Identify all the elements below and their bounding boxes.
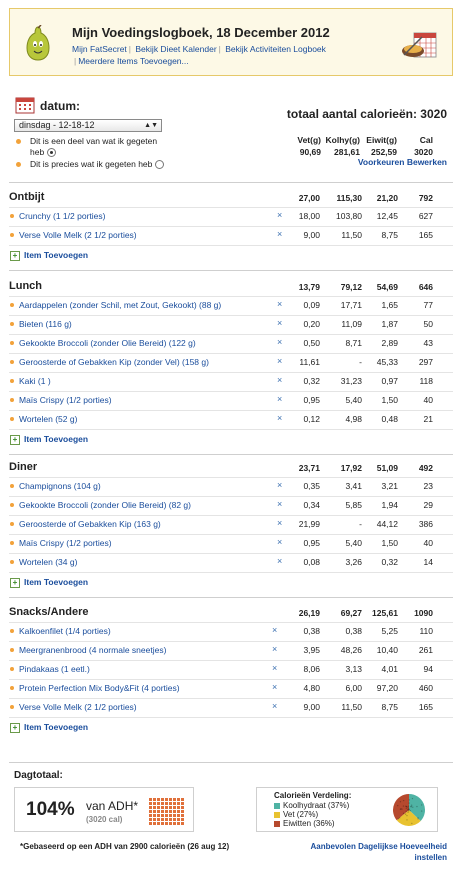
row-divider xyxy=(9,641,453,642)
pie-texture xyxy=(400,801,401,802)
row-divider xyxy=(9,496,453,497)
food-item-link[interactable]: Wortelen (52 g) xyxy=(19,414,78,424)
nutrient-value: 9,00 xyxy=(303,230,320,240)
total-cal: 3020 xyxy=(414,147,433,157)
remove-item-icon[interactable]: × xyxy=(277,480,283,490)
nutrient-value: 3,26 xyxy=(345,557,362,567)
calorie-distribution-pie xyxy=(392,793,426,827)
food-item-link[interactable]: Champignons (104 g) xyxy=(19,481,101,491)
nutrient-value: 0,32 xyxy=(381,557,398,567)
pie-texture xyxy=(411,823,412,824)
food-item-link[interactable]: Maïs Crispy (1/2 porties) xyxy=(19,395,112,405)
nutrient-value: 5,25 xyxy=(381,626,398,636)
link-meerdere-items[interactable]: Meerdere Items Toevoegen... xyxy=(78,56,189,66)
pie-texture xyxy=(405,811,406,812)
nutrient-value: 0,50 xyxy=(303,338,320,348)
option-partial xyxy=(30,136,157,158)
row-divider xyxy=(9,245,453,246)
date-label: datum: xyxy=(40,99,80,113)
pie-texture xyxy=(408,802,409,803)
bullet-icon xyxy=(10,686,14,690)
radio-partial[interactable] xyxy=(47,148,56,157)
legend-label: Vet (27%) xyxy=(283,810,319,819)
nutrient-value: 97,20 xyxy=(376,683,398,693)
add-item-button[interactable] xyxy=(10,722,88,733)
pie-texture xyxy=(407,812,408,813)
bullet-icon xyxy=(10,417,14,421)
remove-item-icon[interactable]: × xyxy=(277,356,283,366)
pie-texture xyxy=(398,818,399,819)
nutrient-value: 165 xyxy=(418,230,433,240)
bullet-icon xyxy=(10,214,14,218)
bullet-icon xyxy=(10,360,14,364)
plus-icon: + xyxy=(10,251,20,261)
bullet-icon xyxy=(10,560,14,564)
nutrient-value: 103,80 xyxy=(336,211,362,221)
row-divider xyxy=(9,717,453,718)
pie-texture xyxy=(408,806,409,807)
option-exact xyxy=(30,159,164,170)
bullet-icon xyxy=(10,303,14,307)
pie-texture xyxy=(410,806,411,807)
meal-title: Snacks/Andere xyxy=(9,606,89,618)
remove-item-icon[interactable]: × xyxy=(277,413,283,423)
remove-item-icon[interactable]: × xyxy=(277,394,283,404)
nutrient-value: 0,38 xyxy=(345,626,362,636)
bullet-icon xyxy=(10,648,14,652)
row-divider xyxy=(9,372,453,373)
bullet-icon xyxy=(10,541,14,545)
row-divider xyxy=(9,622,453,623)
header-links: Mijn FatSecret | Bekijk Dieet Kalender | Bekijk Activiteiten Logboek | Meerdere Items Toevoegen... xyxy=(72,44,326,66)
page-title: Mijn Voedingslogboek, 18 December 2012 xyxy=(72,25,330,40)
pie-texture xyxy=(406,806,407,807)
legend-swatch xyxy=(274,803,280,809)
divider xyxy=(9,597,453,598)
row-divider xyxy=(9,207,453,208)
bullet-icon xyxy=(10,233,14,237)
nutrient-value: 118 xyxy=(419,376,433,386)
food-item-link[interactable]: Meergranenbrood (4 normale sneetjes) xyxy=(19,645,167,655)
nutrient-value: 11,50 xyxy=(341,702,362,712)
bullet-icon xyxy=(10,629,14,633)
legend-swatch xyxy=(274,821,280,827)
row-divider xyxy=(9,410,453,411)
food-item-link[interactable]: Bieten (116 g) xyxy=(19,319,72,329)
total-calories: totaal aantal calorieën: 3020 xyxy=(286,107,447,121)
add-item-label: Item Toevoegen xyxy=(24,577,89,587)
food-calendar-icon xyxy=(400,25,438,63)
nutrient-value: 43 xyxy=(423,338,433,348)
remove-item-icon[interactable]: × xyxy=(272,625,278,635)
header-kolhy: Kolhy(g) xyxy=(325,135,360,145)
nutrient-value: 0,20 xyxy=(303,319,320,329)
food-item-link[interactable]: Verse Volle Melk (2 1/2 porties) xyxy=(19,230,137,240)
nutrient-value: 1,50 xyxy=(381,395,398,405)
bullet-icon xyxy=(10,503,14,507)
bullet-icon xyxy=(10,522,14,526)
remove-item-icon[interactable]: × xyxy=(277,299,283,309)
pie-texture xyxy=(397,805,398,806)
meal-total-value: 21,20 xyxy=(376,193,398,203)
nutrient-value: 4,01 xyxy=(381,664,398,674)
meal-total-value: 17,92 xyxy=(340,463,362,473)
add-item-button[interactable] xyxy=(10,577,88,588)
meal-total-value: 79,12 xyxy=(340,282,362,292)
meal-total-value: 27,00 xyxy=(298,193,320,203)
pie-texture xyxy=(408,810,409,811)
nutrient-value: 0,12 xyxy=(303,414,320,424)
nutrient-value: 94 xyxy=(423,664,433,674)
row-divider xyxy=(9,660,453,661)
daily-total-title: Dagtotaal: xyxy=(14,770,63,781)
meal-title: Lunch xyxy=(9,280,42,292)
row-divider xyxy=(9,553,453,554)
food-item-link[interactable]: Protein Perfection Mix Body&Fit (4 porties) xyxy=(19,683,180,693)
remove-item-icon[interactable]: × xyxy=(272,663,278,673)
add-item-button[interactable] xyxy=(10,434,88,445)
divider xyxy=(9,182,453,183)
adh-progress-grid-icon xyxy=(148,797,184,825)
option-exact-label: Dit is precies wat ik gegeten heb xyxy=(30,159,153,169)
nutrient-value: 40 xyxy=(423,395,433,405)
plus-icon: + xyxy=(10,723,20,733)
pie-texture xyxy=(417,818,418,819)
nutrient-value: 31,23 xyxy=(340,376,362,386)
pear-logo-icon xyxy=(24,25,52,61)
bullet-icon xyxy=(16,139,21,144)
pie-texture xyxy=(421,804,422,805)
nutrient-value: 0,95 xyxy=(303,538,320,548)
set-adh-link[interactable]: Aanbevolen Dagelijkse Hoeveelheid instellen xyxy=(310,842,447,862)
bullet-icon xyxy=(10,379,14,383)
pie-texture xyxy=(406,815,407,816)
nutrient-value: 11,50 xyxy=(341,230,362,240)
add-item-button[interactable] xyxy=(10,250,88,261)
nutrient-value: 8,75 xyxy=(381,230,398,240)
nutrient-value: 261 xyxy=(418,645,433,655)
pie-texture xyxy=(403,800,404,801)
nutrient-value: 0,35 xyxy=(303,481,320,491)
nutrient-value: 3,21 xyxy=(381,481,398,491)
food-item-link[interactable]: Crunchy (1 1/2 porties) xyxy=(19,211,106,221)
edit-preferences-link[interactable]: Voorkeuren Bewerken xyxy=(357,157,447,167)
nutrient-value: 0,95 xyxy=(303,395,320,405)
van-adh-label: van ADH* xyxy=(86,799,139,813)
food-item-link[interactable]: Pindakaas (1 eetl.) xyxy=(19,664,90,674)
nutrient-value: 386 xyxy=(418,519,433,529)
legend-label: Koolhydraat (37%) xyxy=(283,801,350,810)
nutrient-value: 0,97 xyxy=(381,376,398,386)
pie-texture xyxy=(412,798,413,799)
nutrient-value: 6,00 xyxy=(345,683,362,693)
select-arrows-icon: ▲▼ xyxy=(144,122,158,129)
nutrient-value: 45,33 xyxy=(376,357,398,367)
pie-texture xyxy=(400,808,401,809)
food-item-link[interactable]: Gekookte Broccoli (zonder Olie Bereid) (82 g) xyxy=(19,500,191,510)
pie-texture xyxy=(407,807,408,808)
nutrient-value: 165 xyxy=(418,702,433,712)
legend-carbs xyxy=(274,801,349,810)
link-activiteiten-logboek[interactable]: Bekijk Activiteiten Logboek xyxy=(225,44,326,54)
nutrient-value: 3,13 xyxy=(345,664,362,674)
nutrient-value: 29 xyxy=(423,500,433,510)
food-item-link[interactable]: Geroosterde of Gebakken Kip (163 g) xyxy=(19,519,161,529)
adh-footnote: *Gebaseerd op een ADH van 2900 calorieën (26 aug 12) xyxy=(20,842,230,851)
nutrient-value: 44,12 xyxy=(376,519,398,529)
divider xyxy=(9,454,453,455)
legend-fat xyxy=(274,810,318,819)
meal-title: Diner xyxy=(9,461,38,473)
pie-texture xyxy=(421,810,422,811)
food-item-link[interactable]: Gekookte Broccoli (zonder Olie Bereid) (122 g) xyxy=(19,338,196,348)
food-item-link[interactable]: Verse Volle Melk (2 1/2 porties) xyxy=(19,702,137,712)
meal-total-value: 54,69 xyxy=(376,282,398,292)
header-vet: Vet(g) xyxy=(297,135,321,145)
pie-texture xyxy=(403,813,404,814)
calendar-icon[interactable] xyxy=(15,96,35,114)
add-item-label: Item Toevoegen xyxy=(24,434,89,444)
food-item-link[interactable]: Geroosterde of Gebakken Kip (zonder Vel) (158 g) xyxy=(19,357,209,367)
option-partial-label-2: heb xyxy=(30,147,45,157)
nutrient-value: 21,99 xyxy=(298,519,320,529)
nutrient-value: 0,32 xyxy=(303,376,320,386)
nutrient-value: 11,61 xyxy=(299,357,320,367)
nutrient-value: 0,48 xyxy=(381,414,398,424)
meal-total-value: 646 xyxy=(418,282,433,292)
adh-percent: 104% xyxy=(26,799,75,820)
row-divider xyxy=(9,572,453,573)
remove-item-icon[interactable]: × xyxy=(277,499,283,509)
nutrient-value: 14 xyxy=(423,557,433,567)
header-eiwit: Eiwit(g) xyxy=(366,135,397,145)
remove-item-icon[interactable]: × xyxy=(272,682,278,692)
nutrient-value: 77 xyxy=(423,300,433,310)
meal-total-value: 1090 xyxy=(414,608,433,618)
date-select[interactable] xyxy=(14,119,162,132)
row-divider xyxy=(9,429,453,430)
nutrient-value: 1,87 xyxy=(381,319,398,329)
bullet-icon xyxy=(10,341,14,345)
bullet-icon xyxy=(10,484,14,488)
remove-item-icon[interactable]: × xyxy=(277,375,283,385)
nutrient-value: 0,08 xyxy=(303,557,320,567)
food-item-link[interactable]: Wortelen (34 g) xyxy=(19,557,78,567)
row-divider xyxy=(9,334,453,335)
pie-texture xyxy=(411,805,412,806)
adh-calories: (3020 cal) xyxy=(86,815,123,824)
option-partial-label: Dit is een deel van wat ik gegeten xyxy=(30,136,158,146)
divider xyxy=(9,270,453,271)
distribution-title: Calorieën Verdeling: xyxy=(274,791,352,800)
total-eiwit: 252,59 xyxy=(371,147,397,157)
nutrient-value: 8,75 xyxy=(381,702,398,712)
pie-texture xyxy=(410,810,411,811)
date-select-value: dinsdag - 12-18-12 xyxy=(19,120,95,130)
link-dieet-kalender[interactable]: Bekijk Dieet Kalender xyxy=(135,44,217,54)
nutrient-value: 9,00 xyxy=(303,702,320,712)
remove-item-icon[interactable]: × xyxy=(277,210,283,220)
meal-total-value: 125,61 xyxy=(372,608,398,618)
nutrient-value: 1,50 xyxy=(381,538,398,548)
legend-swatch xyxy=(274,812,280,818)
meal-total-value: 13,79 xyxy=(298,282,320,292)
bullet-icon xyxy=(10,322,14,326)
row-divider xyxy=(9,391,453,392)
pie-texture xyxy=(412,807,413,808)
nutrient-value: 2,89 xyxy=(381,338,398,348)
nutrient-value: 0,38 xyxy=(303,626,320,636)
nutrient-value: 50 xyxy=(423,319,433,329)
nutrient-value: 8,71 xyxy=(345,338,362,348)
nutrient-value: 12,45 xyxy=(376,211,398,221)
meal-total-value: 26,19 xyxy=(298,608,320,618)
nutrient-value: - xyxy=(359,519,362,529)
pie-texture xyxy=(409,799,410,800)
row-divider xyxy=(9,534,453,535)
meal-total-value: 23,71 xyxy=(298,463,320,473)
nutrient-value: 627 xyxy=(418,211,433,221)
nutrient-value: 5,40 xyxy=(345,395,362,405)
bullet-icon xyxy=(16,162,21,167)
nutrient-value: 110 xyxy=(419,626,433,636)
nutrient-value: 4,80 xyxy=(303,683,320,693)
add-item-label: Item Toevoegen xyxy=(24,250,89,260)
nutrient-value: 460 xyxy=(418,683,433,693)
remove-item-icon[interactable]: × xyxy=(277,229,283,239)
food-item-link[interactable]: Kalkoenfilet (1/4 porties) xyxy=(19,626,111,636)
plus-icon: + xyxy=(10,435,20,445)
page-header xyxy=(9,8,453,76)
nutrient-value: 48,26 xyxy=(340,645,362,655)
row-divider xyxy=(9,515,453,516)
total-vet: 90,69 xyxy=(299,147,321,157)
food-item-link[interactable]: Maïs Crispy (1/2 porties) xyxy=(19,538,112,548)
nutrient-value: 0,09 xyxy=(303,300,320,310)
nutrient-value: 21 xyxy=(423,414,433,424)
remove-item-icon[interactable]: × xyxy=(277,537,283,547)
nutrient-value: 1,65 xyxy=(381,300,398,310)
link-mijn-fatsecret[interactable]: Mijn FatSecret xyxy=(72,44,127,54)
nutrient-value: 1,94 xyxy=(381,500,398,510)
nutrient-value: 297 xyxy=(418,357,433,367)
meal-total-value: 792 xyxy=(418,193,433,203)
nutrient-value: 11,09 xyxy=(341,319,362,329)
pie-texture xyxy=(405,814,406,815)
header-cal: Cal xyxy=(419,135,433,145)
plus-icon: + xyxy=(10,578,20,588)
nutrient-value: 0,34 xyxy=(303,500,320,510)
remove-item-icon[interactable]: × xyxy=(277,318,283,328)
legend-label: Eiwitten (36%) xyxy=(283,819,335,828)
remove-item-icon[interactable]: × xyxy=(277,337,283,347)
pie-texture xyxy=(406,819,407,820)
pie-texture xyxy=(416,806,417,807)
row-divider xyxy=(9,315,453,316)
divider xyxy=(9,762,453,763)
nutrient-value: 5,85 xyxy=(345,500,362,510)
row-divider xyxy=(9,679,453,680)
nutrient-value: 10,40 xyxy=(376,645,398,655)
total-kolhy: 281,61 xyxy=(334,147,360,157)
nutrient-value: 8,06 xyxy=(303,664,320,674)
pie-texture xyxy=(403,805,404,806)
meal-total-value: 69,27 xyxy=(340,608,362,618)
pie-texture xyxy=(406,808,407,809)
bullet-icon xyxy=(10,398,14,402)
food-item-link[interactable]: Kaki (1 ) xyxy=(19,376,51,386)
row-divider xyxy=(9,226,453,227)
radio-exact[interactable] xyxy=(155,160,164,169)
remove-item-icon[interactable]: × xyxy=(272,644,278,654)
nutrient-value: 3,95 xyxy=(303,645,320,655)
row-divider xyxy=(9,698,453,699)
nutrient-value: 5,40 xyxy=(345,538,362,548)
nutrient-value: - xyxy=(359,357,362,367)
meal-title: Ontbijt xyxy=(9,191,45,203)
nutrient-value: 4,98 xyxy=(345,414,362,424)
nutrient-value: 40 xyxy=(423,538,433,548)
meal-total-value: 492 xyxy=(418,463,433,473)
nutrient-value: 23 xyxy=(423,481,433,491)
row-divider xyxy=(9,353,453,354)
remove-item-icon[interactable]: × xyxy=(277,518,283,528)
pie-texture xyxy=(399,817,400,818)
food-item-link[interactable]: Aardappelen (zonder Schil, met Zout, Gekookt) (88 g) xyxy=(19,300,222,310)
bullet-icon xyxy=(10,667,14,671)
meal-total-value: 51,09 xyxy=(376,463,398,473)
nutrient-value: 18,00 xyxy=(298,211,320,221)
remove-item-icon[interactable]: × xyxy=(277,556,283,566)
remove-item-icon[interactable]: × xyxy=(272,701,278,711)
meal-total-value: 115,30 xyxy=(336,193,362,203)
nutrient-value: 3,41 xyxy=(345,481,362,491)
row-divider xyxy=(9,296,453,297)
nutrient-value: 17,71 xyxy=(340,300,362,310)
bullet-icon xyxy=(10,705,14,709)
add-item-label: Item Toevoegen xyxy=(24,722,89,732)
row-divider xyxy=(9,477,453,478)
legend-protein xyxy=(274,819,335,828)
